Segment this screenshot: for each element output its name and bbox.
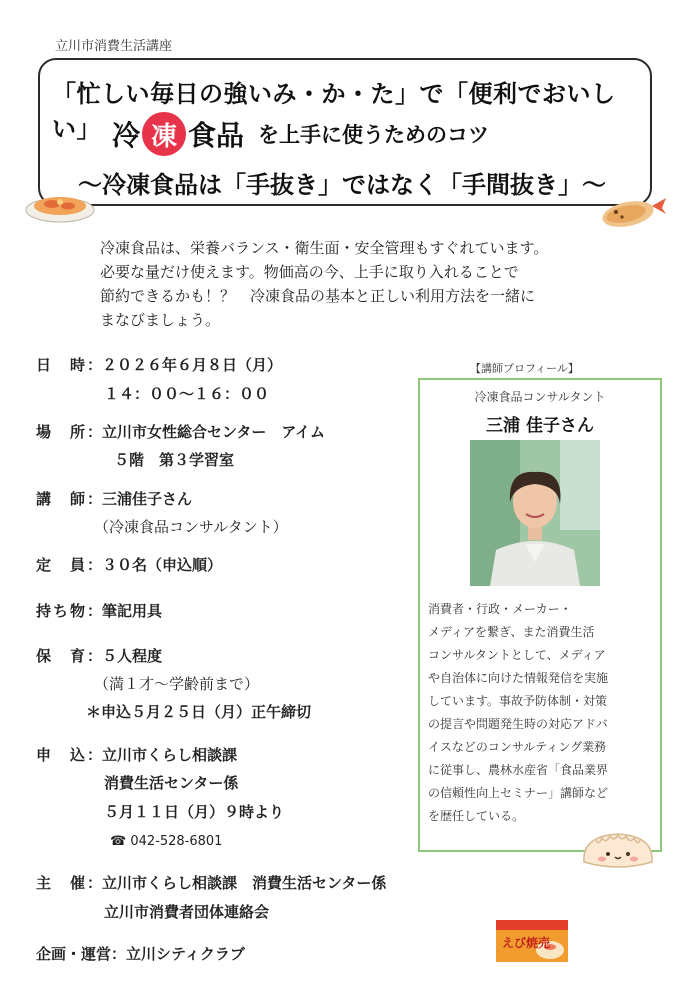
place-row [36, 421, 325, 442]
capacity-row [36, 554, 222, 575]
lecturer-label: 講 師： [36, 490, 102, 508]
childcare-value: ５人程度 [102, 647, 163, 665]
apply-label: 申 込： [36, 746, 102, 764]
capacity-label: 定 員： [36, 556, 102, 574]
title-red-circle: 凍 [142, 112, 186, 156]
phone-number[interactable]: 042-528-6801 [130, 834, 223, 849]
intro-text [100, 236, 620, 332]
lecturer-row [36, 488, 192, 509]
bio-line: コンサルタントとして、メディア [428, 648, 606, 662]
profile-title: 冷凍食品コンサルタント [474, 390, 606, 404]
book-cover [496, 920, 568, 962]
bio-line: や自治体に向けた情報発信を実施 [428, 671, 609, 685]
bio-line: の提言や問題発生時の対応アドバ [428, 717, 608, 731]
capacity-value: ３０名（申込順） [102, 556, 223, 574]
datetime-time: １４：００〜１６：００ [104, 385, 270, 403]
host-label: 主 催： [36, 874, 102, 892]
lecturer-photo [470, 440, 600, 586]
title-line-3: 〜冷凍食品は「手抜き」ではなく「手間抜き」〜 [78, 171, 606, 199]
apply-row [36, 744, 237, 765]
fried-shrimp-illustration [596, 192, 668, 232]
profile-heading: 【講師プロフィール】 [470, 362, 579, 375]
datetime-label: 日 時： [36, 356, 102, 374]
plan-value: 立川シティクラブ [126, 945, 245, 963]
title-word-rei: 冷 [112, 119, 141, 152]
book-title: えび焼売 [502, 936, 551, 950]
title-line-2-rest: を上手に使うためのコツ [258, 123, 490, 147]
bio-line: を歴任している。 [428, 809, 525, 823]
phone-icon: ☎ [110, 834, 127, 849]
organizer-label: 立川市消費生活講座 [55, 39, 173, 54]
intro-line: まなびましょう。 [100, 311, 221, 329]
intro-line: 必要な量だけ使えます。物価高の今、上手に取り入れることで [100, 263, 519, 281]
apply-from: ５月１１日（月）９時より [104, 803, 285, 821]
dumpling-illustration [578, 826, 658, 874]
profile-bio [428, 598, 654, 828]
place-room: ５階 第３学習室 [114, 451, 235, 469]
bring-value: 筆記用具 [102, 602, 163, 620]
title-line-2 [112, 111, 489, 157]
bio-line: しています。事故予防体制・対策 [428, 694, 608, 708]
gratin-illustration [24, 188, 96, 224]
apply-value: 立川市くらし相談課 [102, 746, 238, 764]
childcare-deadline: ＊申込５月２５日（月）正午締切 [86, 703, 312, 721]
childcare-age: （満１才〜学齢前まで） [94, 675, 260, 693]
lecturer-value: 三浦佳子さん [102, 490, 193, 508]
host-value-2: 立川市消費者団体連絡会 [104, 903, 270, 921]
title-line-1: 「忙しい毎日の強いみ・か・た」で「便利でおいしい」 [52, 80, 616, 143]
title-word-shokuhin: 食品 [188, 119, 245, 152]
apply-section: 消費生活センター係 [104, 774, 239, 792]
place-label: 場 所： [36, 423, 102, 441]
phone-row [110, 834, 222, 849]
plan-label: 企画・運営： [36, 945, 127, 963]
datetime-row [36, 354, 282, 375]
bio-line: メディアを繋ぎ、また消費生活 [428, 625, 595, 639]
intro-line: 節約できるかも！？ 冷凍食品の基本と正しい利用方法を一緒に [100, 287, 536, 305]
place-value: 立川市女性総合センター アイム [102, 423, 326, 441]
profile-name: 三浦 佳子さん [486, 416, 594, 436]
bring-row [36, 600, 162, 621]
intro-line: 冷凍食品は、栄養バランス・衛生面・安全管理もすぐれています。 [100, 239, 549, 257]
bring-label: 持ち物： [36, 602, 102, 620]
bio-line: 消費者・行政・メーカー・ [428, 602, 572, 616]
plan-row [36, 943, 245, 964]
host-row [36, 872, 386, 893]
childcare-label: 保 育： [36, 647, 102, 665]
lecturer-note: （冷凍食品コンサルタント） [94, 518, 288, 536]
host-value: 立川市くらし相談課 消費生活センター係 [102, 874, 387, 892]
childcare-row [36, 645, 162, 666]
bio-line: に従事し、農林水産省「食品業界 [428, 763, 609, 777]
datetime-value: ２０２６年６月８日（月） [102, 356, 283, 374]
bio-line: イスなどのコンサルティング業務 [428, 740, 607, 754]
bio-line: の信頼性向上セミナー」講師など [428, 786, 609, 800]
